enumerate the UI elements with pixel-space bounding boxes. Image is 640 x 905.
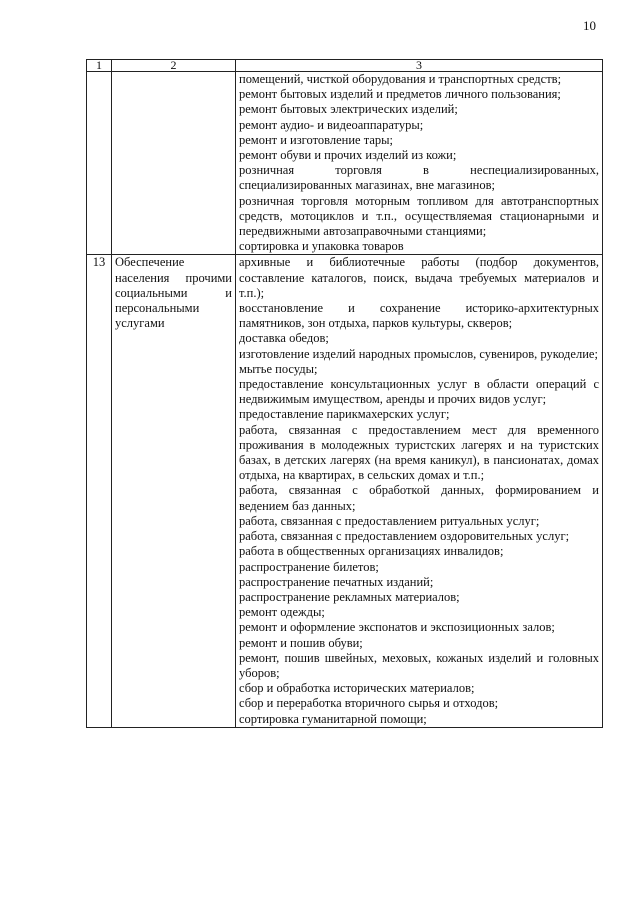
row-activities <box>236 255 603 727</box>
activity-line: сбор и обработка исторических материалов; <box>239 681 475 696</box>
activity-line: распространение билетов; <box>239 559 379 574</box>
header-col-1: 1 <box>87 60 112 72</box>
header-col-2: 2 <box>112 60 236 72</box>
activity-line: предоставление консультационных услуг в области операций с недвижимым имуществом, аренды и прочих видов услуг; <box>239 377 599 407</box>
activity-line: восстановление и сохранение историко-архитектурных памятников, зон отдыха, парков культуры, скверов; <box>239 301 599 331</box>
row-name <box>112 72 236 255</box>
activity-line: ремонт и оформление экспонатов и экспозиционных залов; <box>239 620 555 635</box>
activity-table <box>86 59 603 728</box>
activity-line: ремонт бытовых электрических изделий; <box>239 102 458 117</box>
activity-line: работа, связанная с предоставлением мест для временного проживания в молодежных туристских лагерях и на туристских базах, в детских лагерях (на время каникул), в пансионатах, домах отдыха, на квартирах, в сельских домах и т.п.; <box>239 422 599 483</box>
activity-line: ремонт и изготовление тары; <box>239 132 393 147</box>
row-number <box>87 72 112 255</box>
activity-line: работа, связанная с предоставлением ритуальных услуг; <box>239 513 540 528</box>
activity-line: мытье посуды; <box>239 361 318 376</box>
row-activities <box>236 72 603 255</box>
activity-line: сортировка гуманитарной помощи; <box>239 711 427 726</box>
activity-line: розничная торговля моторным топливом для автотранспортных средств, мотоциклов и т.п., осуществляемая стационарными и передвижными автозаправочными станциями; <box>239 193 599 239</box>
activity-line: ремонт, пошив швейных, меховых, кожаных изделий и головных уборов; <box>239 650 599 680</box>
row-number: 13 <box>87 255 112 727</box>
header-col-3: 3 <box>236 60 603 72</box>
table-row-continuation <box>87 72 603 255</box>
activity-line: ремонт аудио- и видеоаппаратуры; <box>239 117 424 132</box>
activity-line: ремонт и пошив обуви; <box>239 635 363 650</box>
activity-line: изготовление изделий народных промыслов, сувениров, рукоделие; <box>239 346 598 361</box>
page-number: 10 <box>583 18 596 33</box>
activity-line: распространение печатных изданий; <box>239 574 434 589</box>
activity-line: предоставление парикмахерских услуг; <box>239 407 450 422</box>
activity-line: доставка обедов; <box>239 331 329 346</box>
activity-line: работа в общественных организациях инвалидов; <box>239 544 504 559</box>
activity-line: сортировка и упаковка товаров <box>239 239 404 254</box>
activity-line: помещений, чисткой оборудования и транспортных средств; <box>239 72 562 86</box>
activity-line: распространение рекламных материалов; <box>239 589 460 604</box>
activity-line: ремонт обуви и прочих изделий из кожи; <box>239 148 457 163</box>
row-name: Обеспечение населения прочими социальными и персональными услугами <box>112 255 236 727</box>
activity-line: архивные и библиотечные работы (подбор документов, составление каталогов, поиск, выдача требуемых материалов и т.п.); <box>239 255 599 300</box>
activity-line: работа, связанная с обработкой данных, формированием и ведением баз данных; <box>239 483 599 513</box>
table-row-13 <box>87 255 603 727</box>
activity-line: розничная торговля в неспециализированных, специализированных магазинах, вне магазинов; <box>239 163 599 193</box>
activity-line: работа, связанная с предоставлением оздоровительных услуг; <box>239 529 570 544</box>
table-header-row <box>87 60 603 72</box>
activity-line: ремонт одежды; <box>239 605 325 620</box>
activity-line: сбор и переработка вторичного сырья и отходов; <box>239 696 499 711</box>
activity-line: ремонт бытовых изделий и предметов личного пользования; <box>239 87 561 102</box>
